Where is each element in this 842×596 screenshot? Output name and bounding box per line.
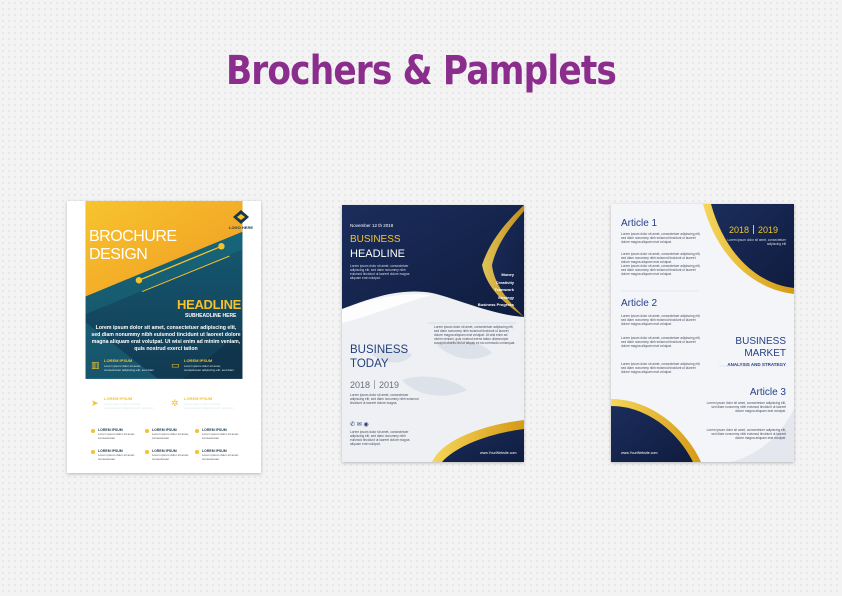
list-item: Creativity <box>495 279 514 285</box>
article-3-text: Lorem ipsum dolor sit amet, consectetuer adipiscing elit, sed diam nonummy nibh euismod tincidunt ut laoreet dolore magna aliquam erat volutpat. <box>706 401 786 413</box>
market-line-2: MARKET <box>744 348 786 359</box>
footer-text: Lorem ipsum dolor sit amet, consectetuer <box>202 453 240 461</box>
paper-plane-icon: ➤ <box>91 398 99 408</box>
bullet-icon <box>91 429 95 433</box>
brochure2-mid-text: Lorem ipsum dolor sit amet, consectetuer adipiscing elit, sed diam nonummy nibh euismod tincidunt ut laoreet dolore magna. <box>350 393 419 405</box>
footer-text: Lorem ipsum dolor sit amet, consectetuer <box>152 453 190 461</box>
article-2-text: Lorem ipsum dolor sit amet, consectetuer adipiscing elit, sed diam nonummy nibh euismod tincidunt ut laoreet dolore magna aliquam erat volutpat. <box>621 314 701 326</box>
footer-title: LOREM IPSUM <box>202 449 227 453</box>
brochure2-website: www.YourWebsite.com <box>480 451 517 455</box>
article-1-text: Lorem ipsum dolor sit amet, consectetuer adipiscing elit, sed diam nonummy nibh euismod tincidunt ut laoreet dolore magna aliquam erat volutpat. <box>621 264 701 276</box>
footer-text: Lorem ipsum dolor sit amet, consectetuer <box>202 432 240 440</box>
list-item: Teamwork <box>494 287 514 293</box>
brochure2-low-text: Lorem ipsum dolor sit amet, consectetuer adipiscing elit, sed diam nonummy nibh euismod tincidunt ut laoreet dolore magna aliquam erat volutpat. <box>350 430 410 446</box>
chart-icon: ▥ <box>91 360 100 370</box>
article-2-text: Lorem ipsum dolor sit amet, consectetuer adipiscing elit, sed diam nonummy nibh euismod tincidunt ut laoreet dolore magna aliquam erat volutpat. <box>621 362 701 374</box>
year-separator <box>753 225 754 234</box>
business-today-line-1: BUSINESS <box>350 344 409 356</box>
brochure3-website: www.YourWebsite.com <box>621 451 658 455</box>
article-1-title: Article 1 <box>621 218 658 229</box>
footer-title: LOREM IPSUM <box>98 428 123 432</box>
logo-icon <box>233 210 249 224</box>
footer-title: LOREM IPSUM <box>152 449 177 453</box>
footer-title: LOREM IPSUM <box>98 449 123 453</box>
analysis-subtitle: ANALYSIS AND STRATEGY <box>727 362 786 367</box>
article-3-text: Lorem ipsum dolor sit amet, consectetuer adipiscing elit, sed diam nonummy nibh euismod tincidunt ut laoreet dolore magna aliquam erat volutpat. <box>706 428 786 440</box>
year-start: 2018 <box>350 380 371 390</box>
business-market-card <box>611 204 794 462</box>
brochure2-years <box>350 380 399 390</box>
year-start: 2018 <box>729 225 750 235</box>
business-headline-card <box>342 205 524 462</box>
brochure2-topic-list <box>478 271 514 309</box>
list-item: Strategy <box>497 294 514 300</box>
bullet-icon <box>145 450 149 454</box>
article-2-text: Lorem ipsum dolor sit amet, consectetuer adipiscing elit, sed diam nonummy nibh euismod tincidunt ut laoreet dolore magna aliquam erat volutpat. <box>621 336 701 348</box>
bullet-icon <box>195 450 199 454</box>
footer-text: Lorem ipsum dolor sit amet, consectetuer <box>98 432 136 440</box>
monitor-icon: ▭ <box>171 360 180 370</box>
year-caption: Lorem ipsum dolor sit amet, consectetuer adipiscing elit <box>727 238 786 246</box>
brochure1-subheadline: SUBHEADLINE HERE <box>185 313 237 319</box>
feature-title: LOREM IPSUM <box>104 396 133 401</box>
brochure-design-card <box>67 201 261 473</box>
brochure2-right-text: Lorem ipsum dolor sit amet, consectetuer adipiscing elit, sed diam nonummy nibh euismod tincidunt ut laoreet dolore magna aliquam erat volutpat. Ut wisi enim ad minim veniam, quis nostrud exerci tation ullamcorper suscipit lobortis nisl ut aliquip ex ea commodo consequat. <box>434 325 516 345</box>
market-line-1: BUSINESS <box>735 336 786 347</box>
brochure1-paragraph: Lorem ipsum dolor sit amet, consectetuer adipiscing elit, sed diam nonummy nibh euismod tincidunt ut laoreet dolore magna aliquam erat volutpat. Ut wisi enim ad minim veniam, quis nostrud exerci tation <box>91 325 241 352</box>
article-2-title: Article 2 <box>621 298 658 309</box>
footer-title: LOREM IPSUM <box>152 428 177 432</box>
feature-text: Lorem ipsum dolor sit amet, consectetuer adipiscing elit, sed diam <box>104 364 154 372</box>
article-1-text: Lorem ipsum dolor sit amet, consectetuer adipiscing elit, sed diam nonummy nibh euismod tincidunt ut laoreet dolore magna aliquam erat volutpat. <box>621 252 701 264</box>
feature-title: LOREM IPSUM <box>104 358 133 363</box>
brochure2-headline: HEADLINE <box>350 248 406 260</box>
feature-text: Lorem ipsum dolor sit amet, consectetuer adipiscing elit, sed diam <box>184 402 234 410</box>
brochure2-business-today <box>350 343 408 371</box>
article-3-title: Article 3 <box>749 387 786 398</box>
footer-text: Lorem ipsum dolor sit amet, consectetuer <box>152 432 190 440</box>
title-line-2: DESIGN <box>89 246 148 263</box>
year-end: 2019 <box>758 225 779 235</box>
brochure1-title <box>89 228 177 264</box>
title-line-1: BROCHURE <box>89 228 177 245</box>
brochure2-date: November 12 th 2018 <box>350 223 394 228</box>
year-end: 2019 <box>379 380 400 390</box>
bullet-icon <box>145 429 149 433</box>
feature-text: Lorem ipsum dolor sit amet, consectetuer adipiscing elit, sed diam <box>104 402 154 410</box>
logo-text: LOGO HERE <box>229 225 254 230</box>
feature-title: LOREM IPSUM <box>184 396 213 401</box>
bullet-icon <box>195 429 199 433</box>
footer-title: LOREM IPSUM <box>202 428 227 432</box>
year-separator <box>374 380 375 389</box>
logo <box>229 210 253 230</box>
brochure2-intro-text: Lorem ipsum dolor sit amet, consectetuer adipiscing elit, sed diam nonummy nibh euismod tincidunt ut laoreet dolore magna aliquam erat volutpat. <box>350 264 410 280</box>
contact-icons: ✆ ✉ ◉ <box>350 422 369 428</box>
article-1-text: Lorem ipsum dolor sit amet, consectetuer adipiscing elit, sed diam nonummy nibh euismod tincidunt ut laoreet dolore magna aliquam erat volutpat. <box>621 232 701 244</box>
list-item: Business Progress <box>477 302 514 308</box>
brochure2-business: BUSINESS <box>350 234 401 245</box>
feature-title: LOREM IPSUM <box>184 358 213 363</box>
business-today-line-2: TODAY <box>350 358 389 370</box>
footer-text: Lorem ipsum dolor sit amet, consectetuer <box>98 453 136 461</box>
business-market-title <box>735 336 786 360</box>
list-item: Money <box>501 272 514 277</box>
bullet-icon <box>91 450 95 454</box>
feature-text: Lorem ipsum dolor sit amet, consectetuer adipiscing elit, sed diam <box>184 364 234 372</box>
brochure1-headline: HEADLINE <box>177 297 242 312</box>
gear-icon: ✲ <box>171 398 179 408</box>
brochure3-years <box>729 225 778 235</box>
page-title: Brochers & Pamplets <box>225 48 617 94</box>
